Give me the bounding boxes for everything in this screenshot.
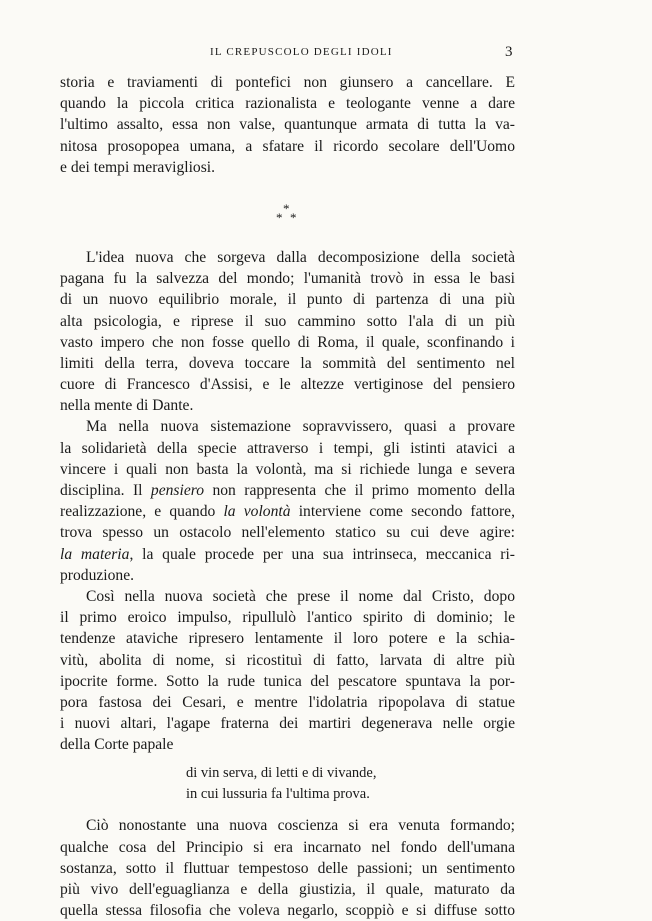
text-line bbox=[60, 501, 515, 522]
paragraph-4 bbox=[60, 586, 515, 756]
text-line: pora fastosa dei Cesari, e mentre l'idolatria ripopolava di statue bbox=[60, 693, 515, 711]
section-break-asterism bbox=[60, 186, 515, 242]
text-line: L'idea nuova che sorgeva dalla decomposizione della società bbox=[86, 248, 515, 266]
paragraph-1 bbox=[60, 72, 515, 178]
text-line: produzione. bbox=[60, 566, 135, 584]
verse-line: di vin serva, di letti e di vivande, bbox=[186, 765, 377, 782]
text-line: il primo eroico impulso, ripullulò l'antico spirito di dominio; le bbox=[60, 609, 515, 627]
text-line: alta psicologia, e riprese il suo cammino sotto l'ala di un più bbox=[60, 312, 515, 330]
text-line: vasto impero che non fosse quello di Roma, il quale, sconfinando i bbox=[60, 333, 515, 351]
text-line bbox=[60, 480, 515, 501]
asterism-star: * bbox=[276, 209, 283, 225]
running-header bbox=[0, 44, 652, 64]
text-line: sostanza, sotto il fluttuar tempestoso delle passioni; un sentimento bbox=[60, 859, 515, 877]
text-line: nella mente di Dante. bbox=[60, 397, 194, 415]
text-line: quando la piccola critica razionalista e teologante venne a dare bbox=[60, 95, 515, 113]
text-line: di un nuovo equilibrio morale, il punto di partenza di una più bbox=[60, 291, 515, 309]
italic-term-volonta: la volontà bbox=[223, 503, 291, 521]
text-line: tendenze ataviche ripresero lentamente il loro potere e la schia- bbox=[60, 630, 515, 648]
running-title: IL CREPUSCOLO DEGLI IDOLI bbox=[210, 46, 393, 58]
text-line: l'ultimo assalto, essa non valse, quantunque armata di tutta la va- bbox=[60, 116, 515, 134]
text-line: Ciò nonostante una nuova coscienza si era venuta formando; bbox=[86, 817, 515, 835]
verse-line: in cui lussuria fa l'ultima prova. bbox=[186, 786, 370, 803]
text-line: i nuovi altari, l'agape fraterna dei martiri degenerava nelle orgie bbox=[60, 715, 515, 733]
paragraph-5 bbox=[60, 815, 515, 921]
text-line: Ma nella nuova sistemazione sopravvissero, quasi a provare bbox=[86, 418, 515, 436]
text-line: limiti della terra, doveva toccare la sommità del sentimento nel bbox=[60, 354, 515, 372]
paragraph-3 bbox=[60, 416, 515, 586]
text-line: ipocrite forme. Sotto la rude tunica del pescatore spuntava la por- bbox=[60, 672, 515, 690]
italic-term-materia: la materia bbox=[60, 545, 130, 563]
paragraph-2 bbox=[60, 247, 515, 417]
text-line bbox=[60, 544, 515, 565]
text-line: storia e traviamenti di pontefici non giunsero a cancellare. E bbox=[60, 74, 515, 91]
text-line: e dei tempi meravigliosi. bbox=[60, 158, 216, 176]
asterism-star: * bbox=[283, 200, 290, 216]
verse-quotation bbox=[60, 763, 515, 805]
text-line: della Corte papale bbox=[60, 736, 174, 754]
text-line: nitosa prosopopea umana, a sfatare il ricordo secolare dell'Uomo bbox=[60, 137, 515, 155]
asterism-star: * bbox=[290, 209, 297, 225]
text-line: qualche cosa del Principio si era incarnato nel fondo dell'umana bbox=[60, 838, 515, 856]
text-line: vitù, abolita di nome, si ricostituì di fatto, larvata di altre più bbox=[60, 651, 515, 669]
italic-term-pensiero: pensiero bbox=[150, 482, 205, 499]
text-segment: non rappresenta che il primo momento della bbox=[204, 482, 515, 499]
text-segment: , la quale procede per una sua intrinseca, meccanica ri- bbox=[129, 545, 515, 563]
body-text bbox=[60, 72, 515, 921]
text-line: più vivo dell'eguaglianza e della giustizia, il quale, maturato da bbox=[60, 881, 515, 898]
text-segment: interviene come secondo fattore, bbox=[290, 503, 515, 521]
text-line: quella stessa filosofia che voleva negarlo, scoppiò e si diffuse sotto bbox=[60, 902, 515, 920]
text-line: cuore di Francesco d'Assisi, e le altezze vertiginose del pensiero bbox=[60, 376, 515, 394]
page-number: 3 bbox=[505, 44, 513, 60]
text-segment: realizzazione, e quando bbox=[60, 503, 224, 521]
text-line: vincere i quali non basta la volontà, ma si richiede lunga e severa bbox=[60, 460, 515, 478]
text-line: pagana fu la salvezza del mondo; l'umanità trovò in essa le basi bbox=[60, 270, 515, 288]
text-segment: disciplina. Il bbox=[60, 482, 151, 499]
text-line: trova spesso un ostacolo nell'elemento statico su cui deve agire: bbox=[60, 524, 515, 542]
text-line: la solidarietà della specie attraverso i tempi, gli istinti atavici a bbox=[60, 439, 515, 457]
text-line: Così nella nuova società che prese il nome dal Cristo, dopo bbox=[86, 587, 515, 605]
